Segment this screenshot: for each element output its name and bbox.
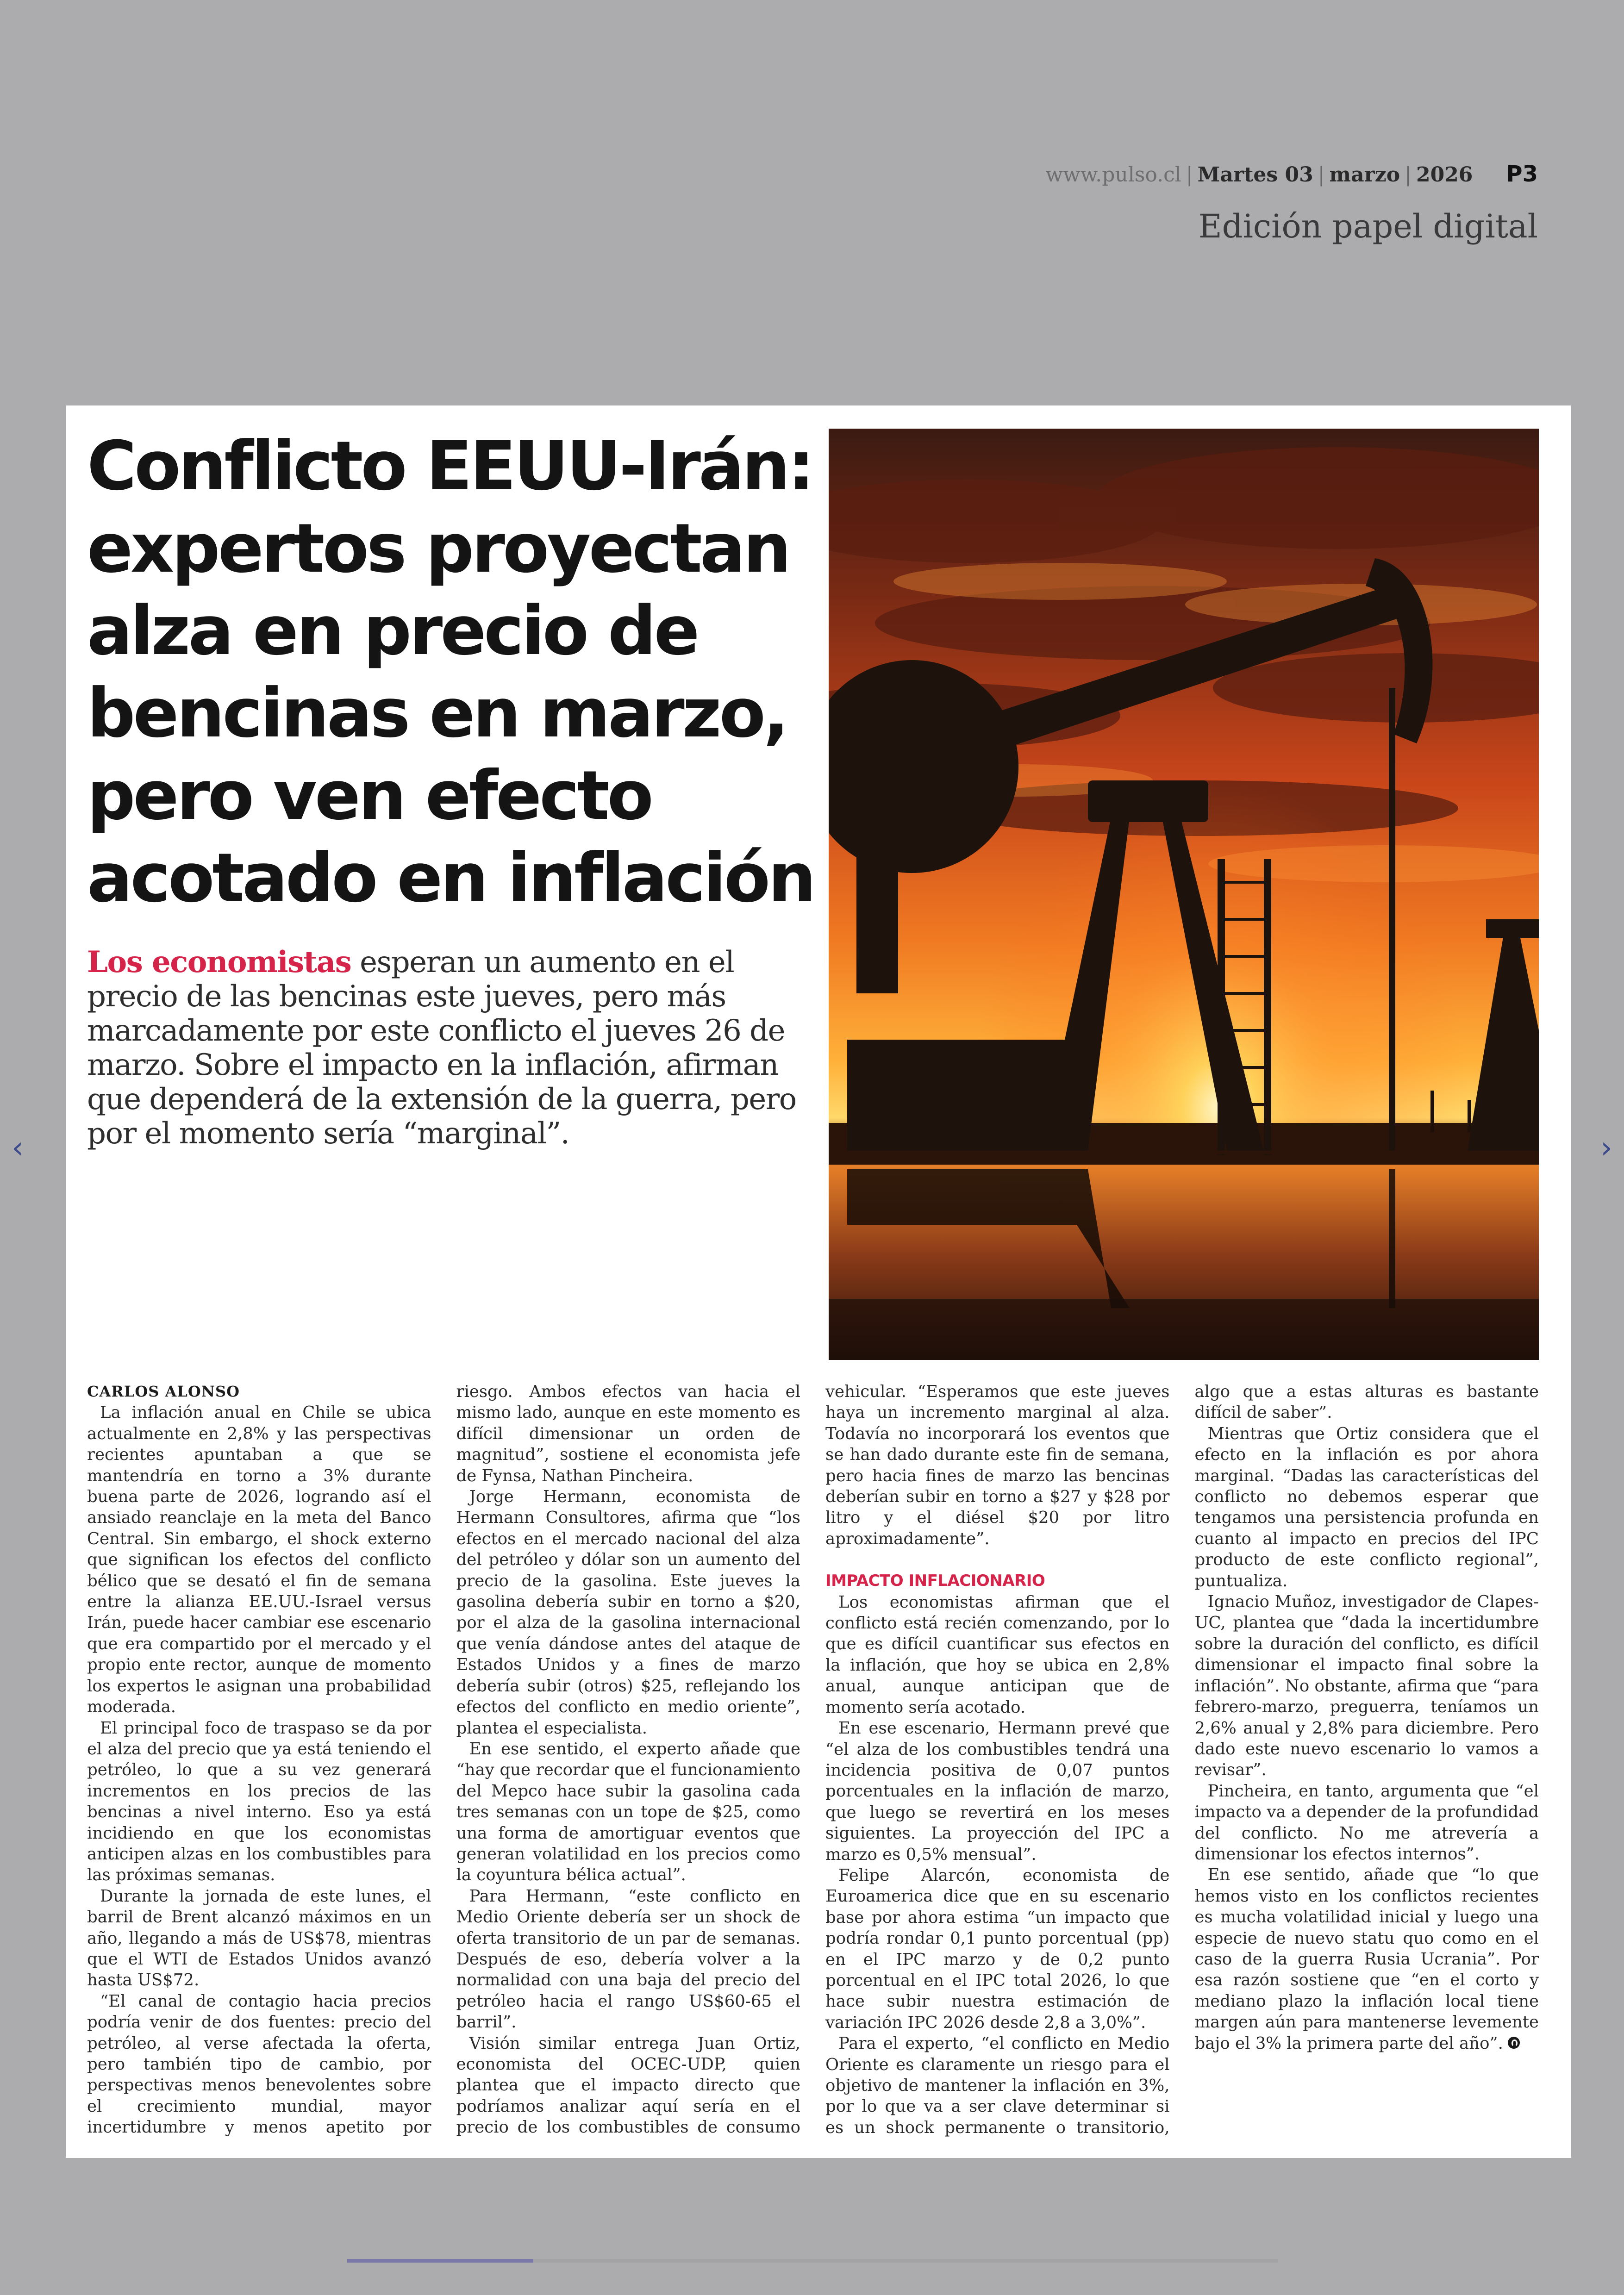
body-paragraph: La inflación anual en Chile se ubica actualmente en 2,8% y las perspectivas recientes apuntaban a que se mantendría en torno a 3% durante buena parte de 2026, logrando así el ansiado reanclaje en la meta del Banco Central. Sin embargo, el shock externo que significan los efectos del conflicto bélico que se desató el fin de semana entre la alianza EE.UU.-Israel versus Irán, puede hacer cambiar ese escenario que era compartido por el mercado y el propio ente rector, aunque de momento los expertos le asignan una probabilidad moderada. <box>87 1403 431 1717</box>
page-number: P3 <box>1506 161 1538 187</box>
body-paragraph: En ese escenario, Hermann prevé que “el alza de los combustibles tendrá una incidencia positiva de 0,07 puntos porcentuales en la inflación de marzo, que luego se revertirá en los meses siguientes. La proyección del IPC a marzo es 0,5% mensual”. <box>825 1719 1170 1864</box>
lead-text: esperan un aumento en el precio de las bencinas este jueves, pero más marcadamente por este conflicto el jueves 26 de marzo. Sobre el impacto en la inflación, afirman que dependerá de la extensión de la guerra, pero por el momento sería “marginal”. <box>87 945 796 1151</box>
next-page-chevron-right-icon[interactable]: › <box>1600 1131 1612 1165</box>
header-month: marzo <box>1329 163 1400 187</box>
body-paragraph-last <box>1195 1865 1539 2054</box>
prev-page-chevron-left-icon[interactable]: ‹ <box>12 1131 24 1165</box>
edition-label: Edición papel digital <box>1198 207 1538 245</box>
body-paragraph: “El canal de contagio hacia precios podría venir de dos fuentes: precio del petróleo, al verse afectada la oferta, pero también tipo de cambio, por perspectivas menos benevolentes sobre el crecimiento mundial, mayor incertidumbre y menos apetito por riesgo. Ambos efectos van hacia el mismo lado, aunque en este momento es difícil dimensionar un orden de magnitud”, sostiene el economista jefe de Fynsa, Nathan Pincheira. <box>87 1382 800 2137</box>
body-paragraph: Los economistas afirman que el conflicto está recién comenzando, por lo que es difícil cuantificar sus efectos en la inflación, que hoy se ubica en 2,8% anual, aunque anticipan que de momento sería acotado. <box>825 1592 1170 1717</box>
header-year: 2026 <box>1416 163 1473 187</box>
header-meta: www.pulso.cl | Martes 03 | marzo | 2026 P3 <box>1045 161 1538 187</box>
byline: CARLOS ALONSO <box>87 1383 240 1400</box>
body-paragraph: Mientras que Ortiz considera que el efecto en la inflación es por ahora marginal. “Dadas las características del conflicto no debemos esperar que tengamos una persistencia profunda en cuanto al impacto en precios del IPC producto de este conflicto regional”, puntualiza. <box>1194 1424 1539 1590</box>
body-paragraph: Pincheira, en tanto, argumenta que “el impacto va a depender de la profundidad del conflicto. No me atrevería a dimensionar los efectos internos”. <box>1194 1781 1539 1864</box>
article-end-icon <box>1508 2037 1520 2049</box>
body-paragraph: Para el experto, “el conflicto en Medio Oriente es claramente un riesgo para el objetivo de mantener la inflación en 3%, por lo que va a ser clave determinar si es un shock permanente o transitorio, algo que a estas alturas es bastante difícil de saber”. <box>825 1382 1539 2137</box>
header-day: Martes 03 <box>1197 163 1313 187</box>
body-text: En ese sentido, añade que “lo que hemos visto en los conflictos recientes es mucha volatilidad inicial y luego una especie de nuevo statu quo como en el caso de la guerra Rusia Ucrania”. Por esa razón sostiene que “en el corto y mediano plazo la inflación local tiene margen aún para mantenerse levemente bajo el 3% la primera parte del año”. <box>1194 1865 1539 2053</box>
newspaper-page <box>66 405 1571 2158</box>
body-paragraph: En ese sentido, el experto añade que “hay que recordar que el funcionamiento del Mepco hace subir la gasolina cada tres semanas con un tope de $25, como una forma de amortiguar eventos que generan volatilidad en los precios como la coyuntura bélica actual”. <box>456 1739 800 1885</box>
body-paragraph: Ignacio Muñoz, investigador de Clapes-UC, plantea que “dada la incertidumbre sobre la duración del conflicto, es difícil dimensionar el impacto final sobre la inflación”. No obstante, afirma que “para febrero-marzo, preguerra, teníamos un 2,6% anual y 2,8% para diciembre. Pero dado este nuevo escenario lo vamos a revisar”. <box>1194 1592 1539 1780</box>
reader-progress-fill <box>347 2259 533 2263</box>
article-body <box>87 1381 1539 2145</box>
body-paragraph: Durante la jornada de este lunes, el barril de Brent alcanzó máximos en un año, llegando a más de US$78, mientras que el WTI de Estados Unidos avanzó hasta US$72. <box>87 1886 431 1990</box>
body-paragraph: Visión similar entrega Juan Ortiz, economista del OCEC-UDP, quien plantea que el impacto directo que podríamos analizar aquí sería en el precio de los combustibles de consumo vehicular. “Esperamos que este jueves haya un incremento marginal al alza. Todavía no incorporará los eventos que se han dado durante este fin de semana, pero hacia fines de marzo las bencinas deberían subir en torno a $27 y $28 por litro y el diésel $20 por litro aproximadamente”. <box>456 1382 1170 2137</box>
pumpjack-sunset-illustration <box>829 429 1539 1360</box>
oil-pumpjack-photo <box>829 429 1539 1360</box>
site-url[interactable]: www.pulso.cl <box>1045 163 1181 187</box>
body-paragraph: Para Hermann, “este conflicto en Medio Oriente debería ser un shock de oferta transitorio de un par de semanas. Después de eso, debería volver a la normalidad con una baja del precio del petróleo hacia el rango US$60-65 el barril”. <box>456 1886 800 2032</box>
section-subhead: IMPACTO INFLACIONARIO <box>825 1572 1045 1590</box>
headline: Conflicto EEUU-Irán: expertos proyectan alza en precio de bencinas en marzo, pero ven efecto acotado en inflación <box>87 427 814 917</box>
lead-paragraph <box>87 945 809 1151</box>
reader-progress-bar[interactable] <box>347 2259 1278 2263</box>
body-paragraph: El principal foco de traspaso se da por el alza del precio que ya está teniendo el petróleo, lo que a su vez generará incrementos en los precios de las bencinas a nivel interno. Eso ya está incidiendo en que los economistas anticipen alzas en los combustibles para las próximas semanas. <box>87 1718 431 1885</box>
body-paragraph: Felipe Alarcón, economista de Euroamerica dice que en su escenario base por ahora estima “un impacto que podría rondar 0,1 punto porcentual (pp) en el IPC marzo y de 0,2 punto porcentual en el IPC total 2026, lo que hace subir nuestra estimación de variación IPC 2026 desde 2,8 a 3,0%”. <box>825 1865 1170 2032</box>
body-paragraph: Jorge Hermann, economista de Hermann Consultores, afirma que “los efectos en el mercado nacional del alza del petróleo y dólar son un aumento del precio de la gasolina. Este jueves la gasolina debería subir en torno a $20, por el alza de la gasolina internacional que venía dándose antes del ataque de Estados Unidos y a fines de marzo debería subir (otros) $25, reflejando los efectos del conflicto en medio oriente”, plantea el especialista. <box>456 1487 800 1738</box>
lead-highlight: Los economistas <box>87 945 351 979</box>
